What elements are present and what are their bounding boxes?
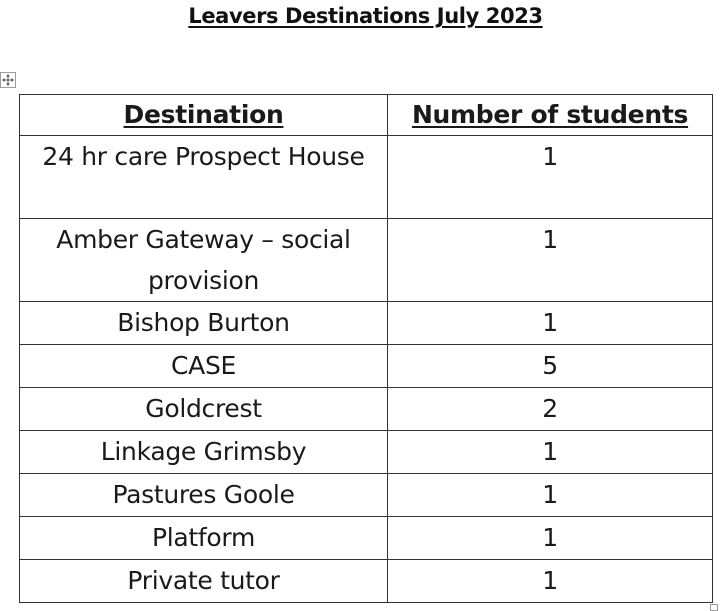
destination-cell: Bishop Burton [20, 302, 388, 345]
destinations-table [19, 94, 713, 603]
student-count-cell: 1 [388, 219, 713, 302]
student-count-cell: 1 [388, 517, 713, 560]
destination-cell: 24 hr care Prospect House [20, 136, 388, 219]
column-header-destination: Destination [20, 95, 388, 136]
student-count-cell: 5 [388, 345, 713, 388]
table-move-handle[interactable] [0, 72, 16, 88]
destination-cell: Amber Gateway – social provision [20, 219, 388, 302]
destination-cell: Pastures Goole [20, 474, 388, 517]
column-header-number-of-students: Number of students [388, 95, 713, 136]
student-count-cell: 1 [388, 136, 713, 219]
table-row [20, 517, 713, 560]
table-header-row [20, 95, 713, 136]
table-row [20, 431, 713, 474]
table-row [20, 136, 713, 219]
table-row [20, 302, 713, 345]
table-row [20, 474, 713, 517]
destination-cell: Goldcrest [20, 388, 388, 431]
four-way-arrow-icon [2, 74, 14, 86]
table-resize-handle-icon[interactable] [710, 604, 718, 611]
student-count-cell: 1 [388, 560, 713, 603]
table-row [20, 560, 713, 603]
destination-cell: CASE [20, 345, 388, 388]
document-title: Leavers Destinations July 2023 [188, 4, 543, 28]
student-count-cell: 1 [388, 474, 713, 517]
student-count-cell: 1 [388, 302, 713, 345]
destination-cell: Linkage Grimsby [20, 431, 388, 474]
table-row [20, 345, 713, 388]
destination-cell: Private tutor [20, 560, 388, 603]
destination-cell: Platform [20, 517, 388, 560]
student-count-cell: 1 [388, 431, 713, 474]
table-row [20, 219, 713, 302]
table-row [20, 388, 713, 431]
student-count-cell: 2 [388, 388, 713, 431]
